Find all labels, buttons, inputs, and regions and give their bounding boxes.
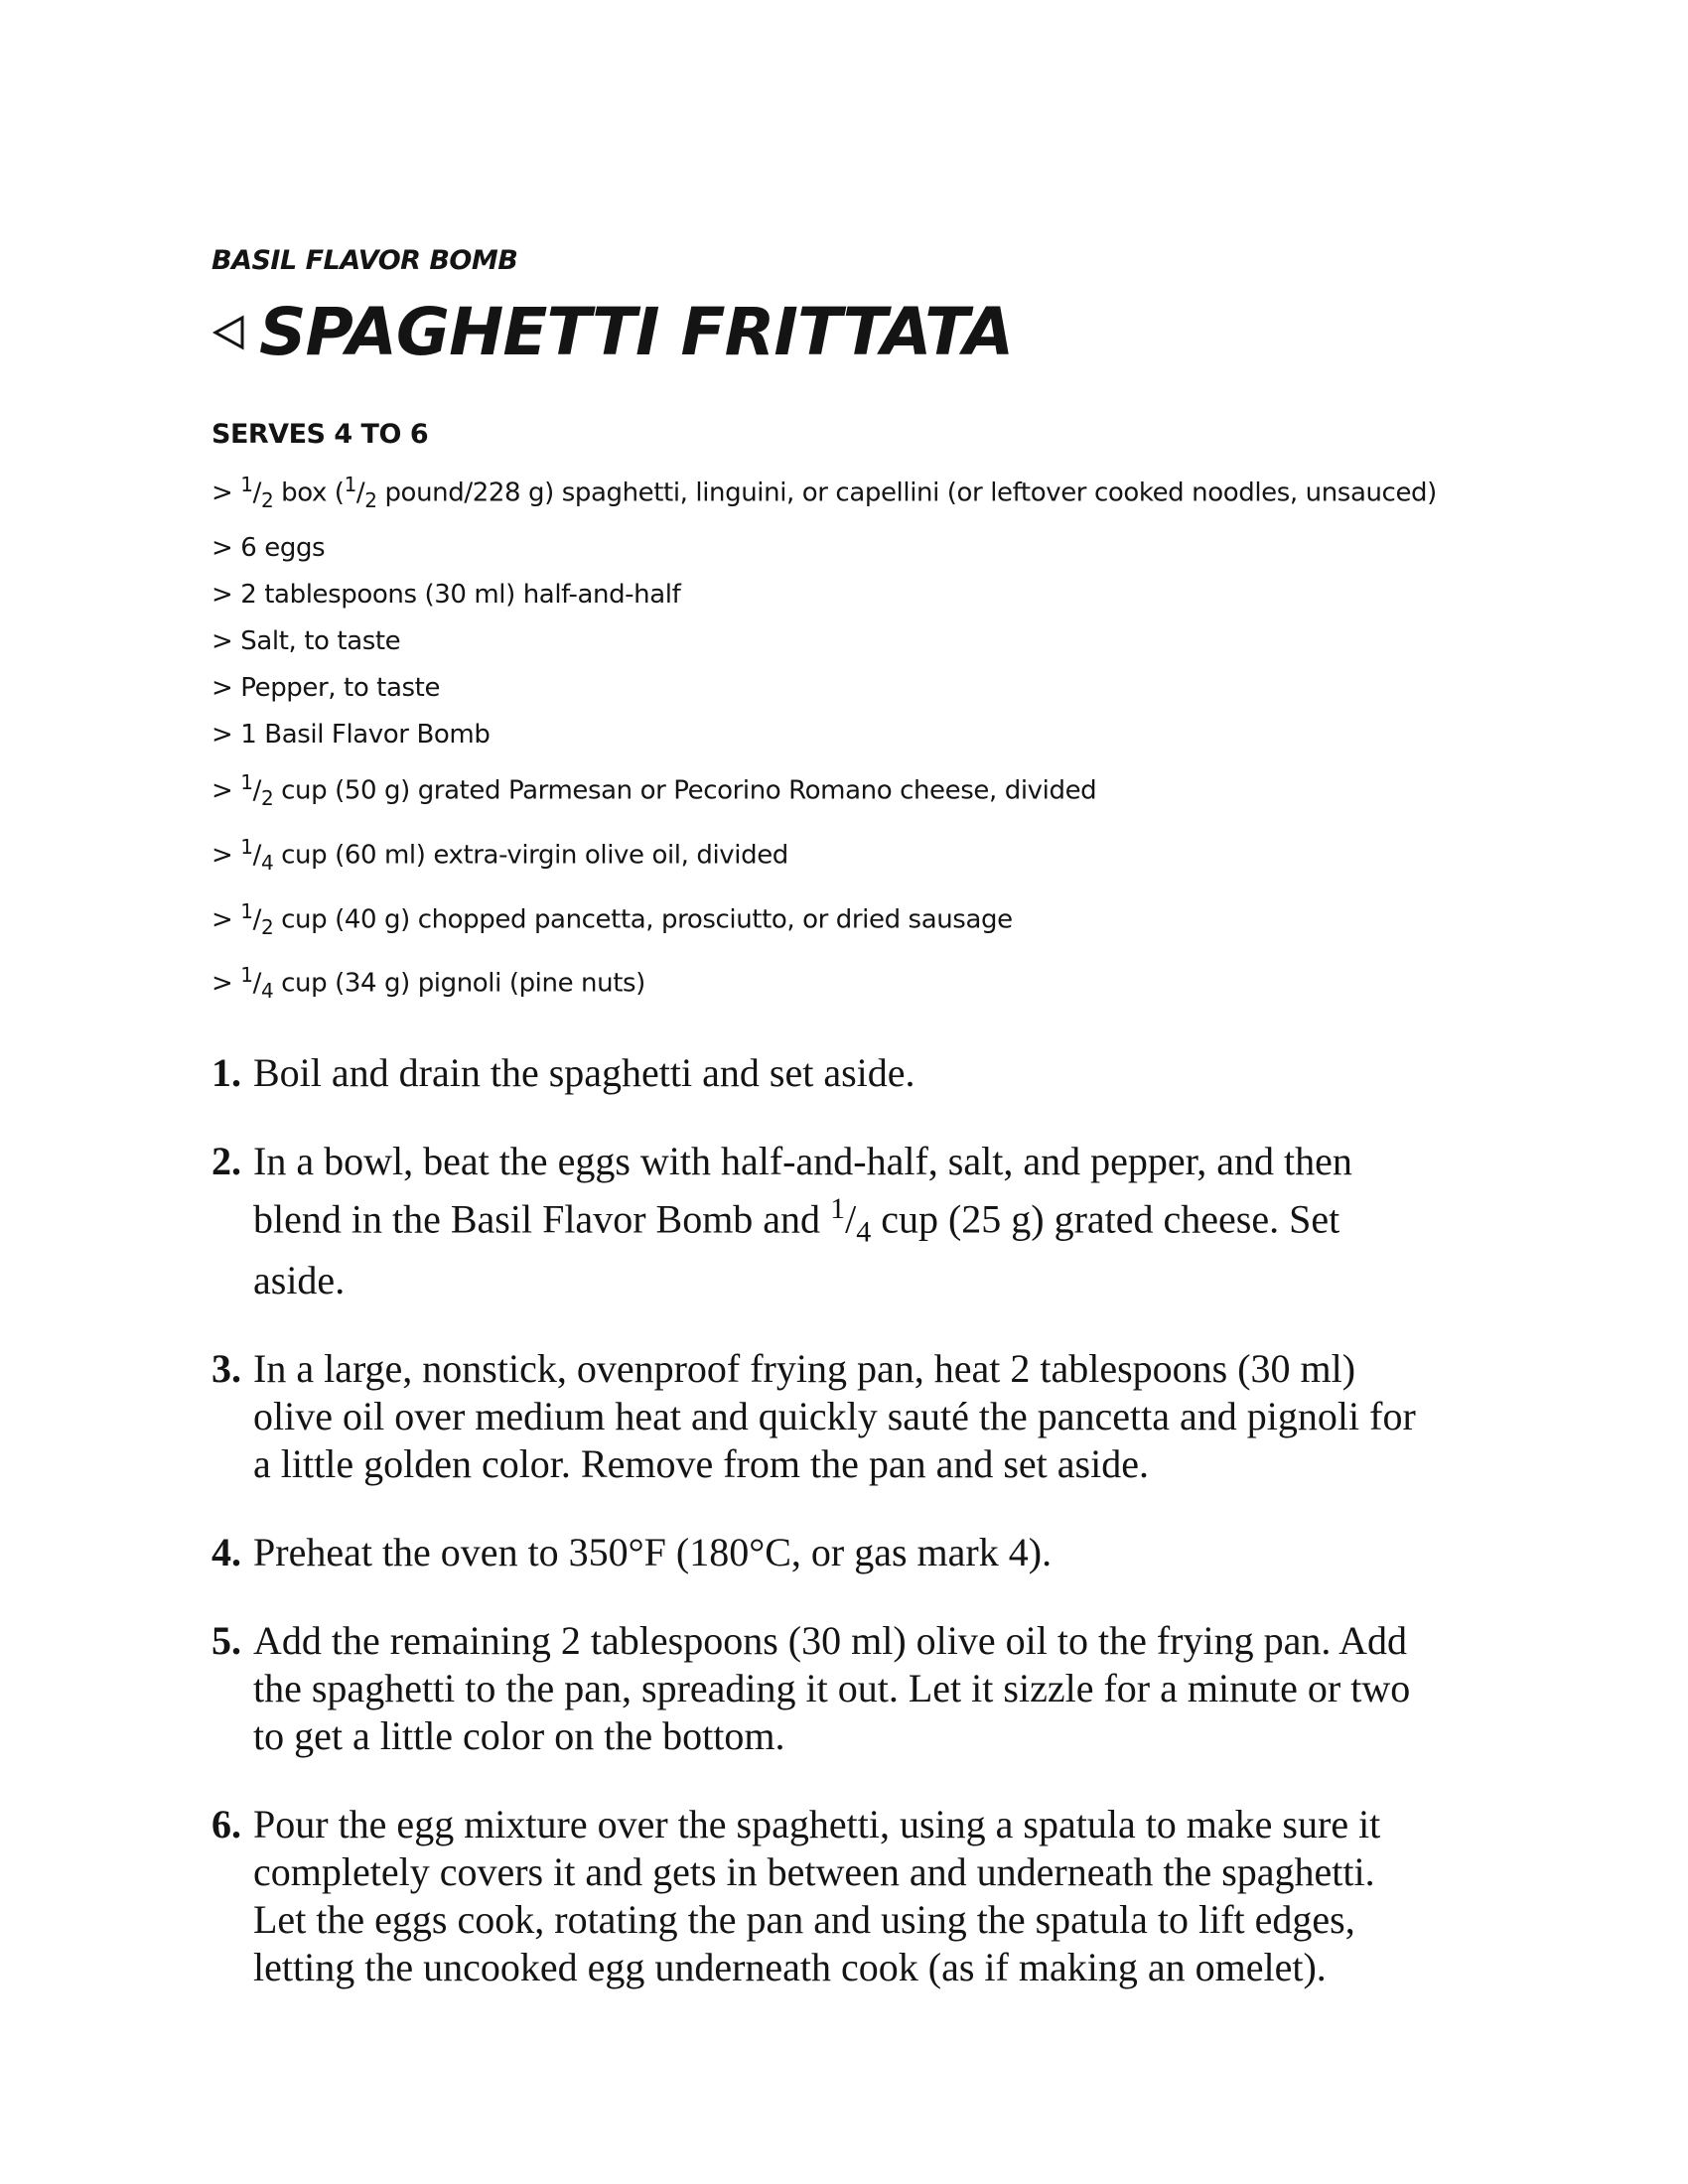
step-text-line: the spaghetti to the pan, spreading it out. Let it sizzle for a minute or two	[253, 1665, 1411, 1710]
fraction-separator: /	[252, 478, 261, 508]
fraction-numerator: 1	[344, 473, 356, 496]
step-text-line: In a large, nonstick, ovenproof frying pan, heat 2 tablespoons (30 ml)	[253, 1345, 1356, 1391]
ingredient-text: Pepper, to taste	[240, 672, 441, 703]
fraction-numerator: 1	[240, 963, 253, 988]
instruction-step	[211, 1345, 1502, 1488]
fraction-denominator: 2	[260, 785, 274, 810]
step-text-line: Let the eggs cook, rotating the pan and using the spatula to lift edges,	[253, 1896, 1355, 1942]
ingredient-text: cup (34 g) pignoli (pine nuts)	[273, 969, 645, 1000]
step-text: blend in the Basil Flavor Bomb and	[253, 1196, 831, 1242]
step-number: 3.	[211, 1345, 241, 1391]
servings: SERVES 4 TO 6	[211, 419, 429, 450]
ingredient-text: pound/228 g) spaghetti, linguini, or capellini (or leftover cooked noodles, unsauced)	[376, 478, 1437, 508]
fraction-denominator: 2	[260, 487, 274, 512]
step-number: 5.	[211, 1617, 241, 1663]
step-text-line	[253, 1185, 1502, 1256]
fraction-numerator: 1	[240, 769, 253, 794]
step-text-line: In a bowl, beat the eggs with half-and-half, salt, and pepper, and then	[253, 1139, 1352, 1184]
ingredient-bullet: >	[211, 904, 241, 935]
step-text-line: aside.	[253, 1257, 346, 1302]
ingredient-text: box (	[273, 478, 345, 508]
ingredient-text: cup (50 g) grated Parmesan or Pecorino Romano cheese, divided	[273, 775, 1097, 806]
ingredient-bullet: >	[211, 579, 241, 610]
instruction-step	[211, 1049, 1502, 1097]
ingredient-bullet: >	[211, 672, 241, 703]
fraction-denominator: 2	[364, 487, 377, 512]
ingredient-bullet: >	[211, 478, 241, 508]
ingredient-text: Salt, to taste	[240, 625, 401, 656]
title-row	[211, 288, 1502, 377]
step-text-line: Boil and drain the spaghetti and set aside.	[253, 1050, 915, 1096]
ingredient-list	[211, 461, 1502, 1016]
ingredient-item	[211, 758, 1502, 823]
ingredient-text: cup (60 ml) extra-virgin olive oil, divided	[273, 840, 788, 871]
fraction-separator: /	[355, 478, 365, 508]
fraction-separator: /	[252, 969, 261, 1000]
fraction-separator: /	[252, 840, 261, 871]
step-text-line: Pour the egg mixture over the spaghetti, using a spatula to make sure it	[253, 1801, 1381, 1846]
fraction-numerator: 1	[240, 834, 253, 859]
step-number: 6.	[211, 1801, 241, 1846]
ingredient-item	[211, 887, 1502, 952]
fraction-separator: /	[252, 904, 261, 935]
ingredient-text: 1 Basil Flavor Bomb	[240, 719, 491, 750]
step-text-line: to get a little color on the bottom.	[253, 1712, 785, 1758]
step-text-line: Preheat the oven to 350°F (180°C, or gas mark 4).	[253, 1529, 1053, 1574]
ingredient-bullet: >	[211, 719, 241, 750]
recipe-title: SPAGHETTI FRITTATA	[259, 294, 1014, 370]
recipe-kicker: BASIL FLAVOR BOMB	[211, 245, 518, 276]
ingredient-text: cup (40 g) chopped pancetta, prosciutto, or dried sausage	[273, 904, 1013, 935]
fraction-separator: /	[845, 1196, 857, 1242]
step-number: 1.	[211, 1050, 241, 1096]
instruction-step	[211, 1529, 1502, 1576]
ingredient-text: 2 tablespoons (30 ml) half-and-half	[240, 579, 681, 610]
ingredient-item	[211, 461, 1502, 525]
ingredient-item	[211, 525, 1502, 572]
recipe-page	[211, 242, 1502, 2032]
instruction-steps	[211, 1049, 1502, 1990]
instruction-step	[211, 1617, 1502, 1760]
ingredient-item	[211, 823, 1502, 887]
step-text-line: a little golden color. Remove from the pan and set aside.	[253, 1440, 1149, 1486]
ingredient-item	[211, 618, 1502, 665]
fraction-numerator: 1	[240, 898, 253, 923]
ingredient-bullet: >	[211, 969, 241, 1000]
fraction-numerator: 1	[830, 1192, 846, 1226]
ingredient-bullet: >	[211, 775, 241, 806]
fraction-denominator: 4	[260, 979, 274, 1004]
ingredient-item	[211, 951, 1502, 1016]
ingredient-text: 6 eggs	[240, 532, 326, 563]
step-text-line: completely covers it and gets in between and underneath the spaghetti.	[253, 1848, 1375, 1894]
fraction-denominator: 4	[856, 1215, 872, 1249]
ingredient-item	[211, 665, 1502, 712]
ingredient-bullet: >	[211, 625, 241, 656]
ingredient-bullet: >	[211, 532, 241, 563]
step-number: 4.	[211, 1529, 241, 1574]
outlined-left-triangle-icon	[211, 313, 245, 352]
step-text-line: letting the uncooked egg underneath cook (as if making an omelet).	[253, 1944, 1327, 1989]
fraction-denominator: 2	[260, 914, 274, 939]
ingredient-item	[211, 572, 1502, 618]
step-text: cup (25 g) grated cheese. Set	[871, 1196, 1340, 1242]
ingredient-bullet: >	[211, 840, 241, 871]
instruction-step	[211, 1138, 1502, 1303]
step-text-line: Add the remaining 2 tablespoons (30 ml) olive oil to the frying pan. Add	[253, 1617, 1408, 1663]
step-text-line: olive oil over medium heat and quickly sauté the pancetta and pignoli for	[253, 1393, 1416, 1438]
instruction-step	[211, 1801, 1502, 1991]
fraction-denominator: 4	[260, 850, 274, 875]
step-number: 2.	[211, 1139, 241, 1184]
fraction-separator: /	[252, 775, 261, 806]
fraction-numerator: 1	[240, 473, 253, 496]
ingredient-item	[211, 712, 1502, 758]
